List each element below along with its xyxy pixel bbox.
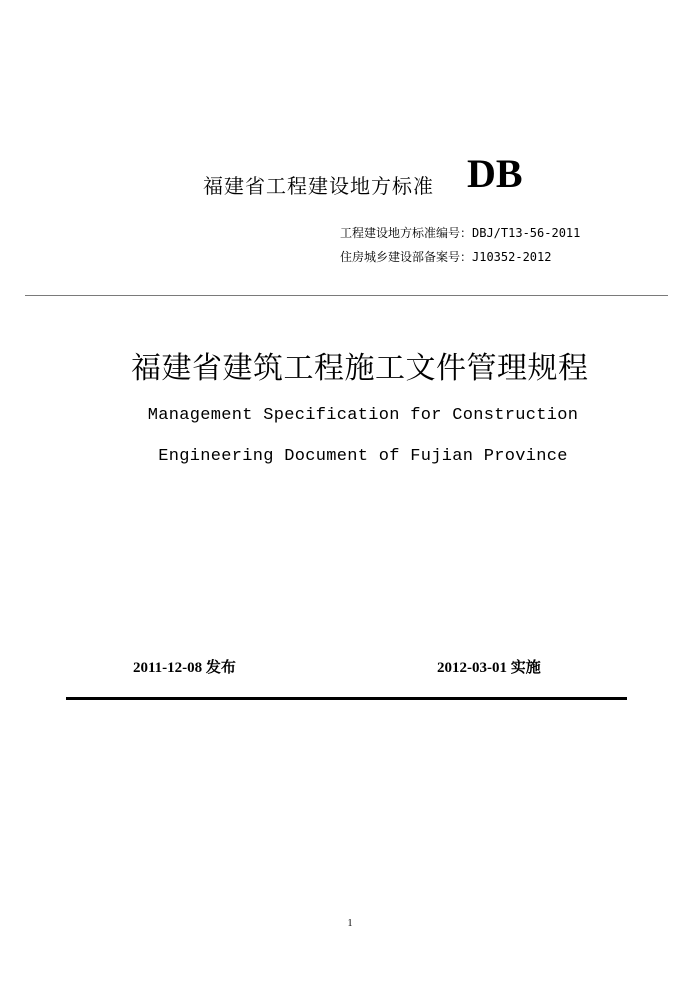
dates-divider (66, 697, 627, 700)
header-divider (25, 295, 668, 296)
document-title-english-line-1: Management Specification for Construction (147, 406, 579, 425)
record-number: 住房城乡建设部备案号：J10352-2012 (340, 250, 552, 264)
standard-number: 工程建设地方标准编号：DBJ/T13-56-2011 (340, 226, 581, 240)
page-number: 1 (347, 918, 353, 929)
standard-code-mark: DB (467, 151, 523, 196)
effective-date: 2012-03-01 实施 (437, 660, 541, 676)
issue-date: 2011-12-08 发布 (133, 660, 236, 676)
standard-type-label: 福建省工程建设地方标准 (203, 174, 434, 198)
document-title-chinese: 福建省建筑工程施工文件管理规程 (131, 351, 589, 386)
document-title-english-line-2: Engineering Document of Fujian Province (158, 447, 568, 466)
